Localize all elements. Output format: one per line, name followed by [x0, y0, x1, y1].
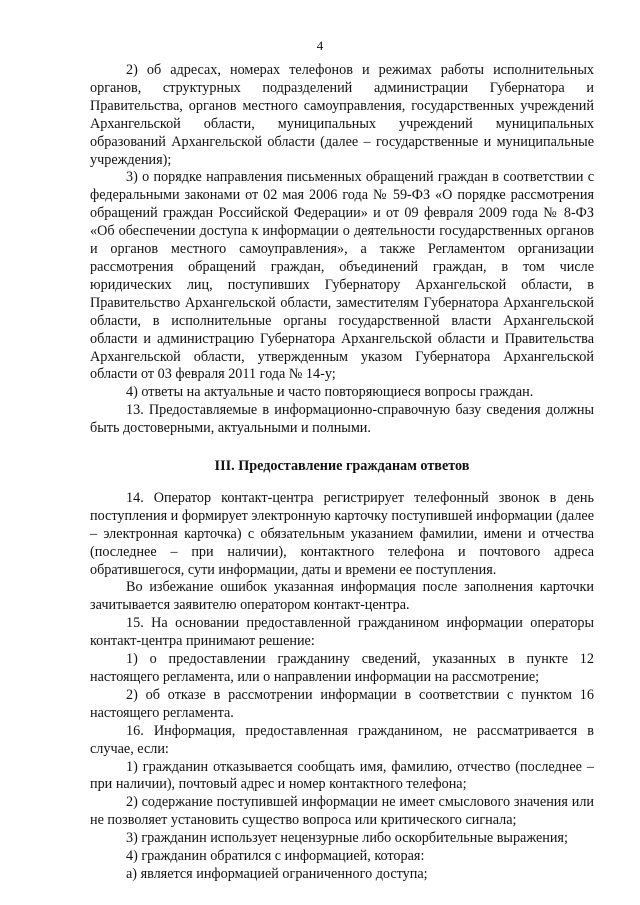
paragraph-15-item-1: 1) о предоставлении гражданину сведений, указанных в пункте 12 настоящего регламента, или о направлении информации на рассмотрение; [90, 651, 594, 685]
paragraph-item-2: 2) об адресах, номерах телефонов и режимах работы исполнительных органов, структурных подразделений администрации Губернатора и Правительства, органов местного самоуправления, государственных учреждений Архангельской области, муниципальных учреждений муниципальных образований Архангельской области (далее – государственные и муниципальные учреждения); [90, 62, 594, 168]
paragraph-16: 16. Информация, предоставленная гражданином, не рассматривается в случае, если: [90, 722, 594, 757]
paragraph-15: 15. На основании предоставленной гражданином информации операторы контакт-центра принимают решение: [90, 615, 594, 650]
paragraph-14-note: Во избежание ошибок указанная информация после заполнения карточки зачитывается заявителю оператором контакт-центра. [90, 579, 594, 614]
paragraph-16-item-4a: а) является информацией ограниченного доступа; [126, 865, 428, 882]
paragraph-13: 13. Предоставляемые в информационно-справочную базу сведения должны быть достоверными, актуальными и полными. [90, 402, 594, 437]
paragraph-16-item-1: 1) гражданин отказывается сообщать имя, фамилию, отчество (последнее – при наличии), почтовый адрес и номер контактного телефона; [90, 758, 594, 793]
paragraph-15-item-2: 2) об отказе в рассмотрении информации в соответствии с пунктом 16 настоящего регламента. [90, 686, 594, 721]
paragraph-16-item-4: 4) гражданин обратился с информацией, которая: [126, 848, 425, 865]
paragraph-item-4: 4) ответы на актуальные и часто повторяющиеся вопросы граждан. [126, 384, 534, 401]
section-heading: III. Предоставление гражданам ответов [214, 458, 470, 475]
paragraph-16-item-2: 2) содержание поступившей информации не имеет смыслового значения или не позволяет установить существо вопроса или критического сигнала; [90, 794, 594, 829]
document-body [90, 62, 594, 884]
paragraph-14: 14. Оператор контакт-центра регистрирует телефонный звонок в день поступления и формирует электронную карточку поступившей информации (далее – электронная карточка) с обязательным указанием фамилии, имени и отчества (последнее – при наличии), контактного телефона и почтового адреса обратившегося, сути информации, даты и времени ее поступления. [90, 489, 594, 578]
paragraph-16-item-3: 3) гражданин использует нецензурные либо оскорбительные выражения; [126, 830, 568, 847]
page-number: 4 [316, 38, 324, 53]
paragraph-item-3: 3) о порядке направления письменных обращений граждан в соответствии с федеральными законами от 02 мая 2006 года № 59-ФЗ «О порядке рассмотрения обращений граждан Российской Федерации» и от 09 февраля 2009 года № 8-ФЗ «Об обеспечении доступа к информации о деятельности государственных органов и органов местного самоуправления», а также Регламентом организации рассмотрения обращений граждан, объединений граждан, в том числе юридических лиц, поступивших Губернатору Архангельской области, в Правительство Архангельской области, заместителям Губернатора Архангельской области, в исполнительные органы государственной власти Архангельской области и администрацию Губернатора Архангельской области и Правительства Архангельской области, утвержденным указом Губернатора Архангельской области от 03 февраля 2011 года № 14-у; [90, 169, 594, 383]
